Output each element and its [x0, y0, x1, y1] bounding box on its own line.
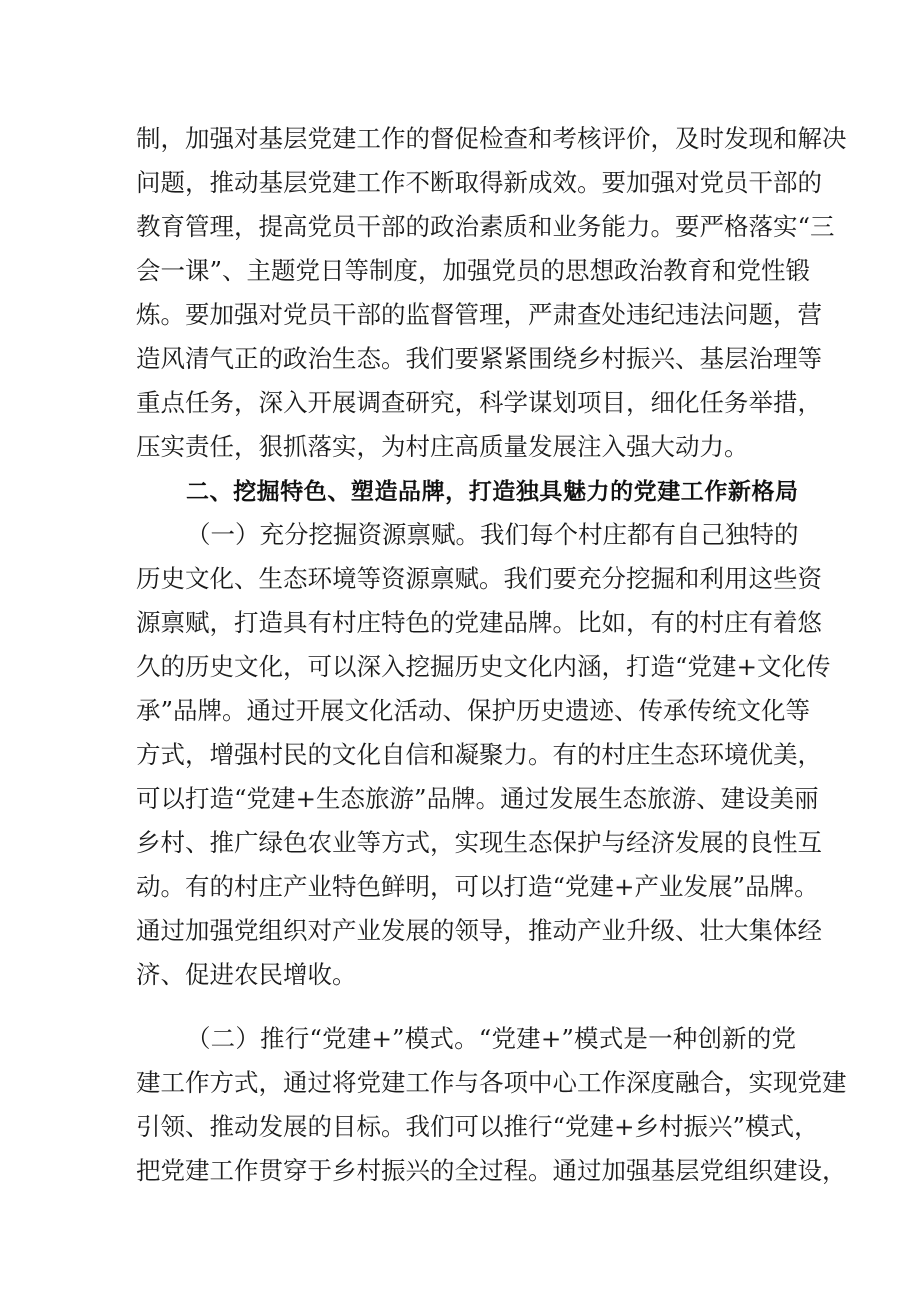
section-heading: 二、挖掘特色、塑造品牌，打造独具魅力的党建工作新格局 — [186, 479, 798, 505]
text-line: （一）充分挖掘资源禀赋。我们每个村庄都有自己独特的 — [186, 520, 799, 549]
text-line: 历史文化、生态环境等资源禀赋。我们要充分挖掘和利用这些资 — [136, 564, 822, 593]
text-line: 建工作方式，通过将党建工作与各项中心工作深度融合，实现党建 — [136, 1068, 847, 1097]
text-line: （二）推行“党建+”模式。“党建+”模式是一种创新的党 — [186, 1024, 796, 1053]
text-line: 可以打造“党建+生态旅游”品牌。通过发展生态旅游、建设美丽 — [136, 784, 819, 813]
text-line: 动。有的村庄产业特色鲜明，可以打造“党建+产业发展”品牌。 — [136, 872, 819, 901]
text-line: 济、促进农民增收。 — [136, 960, 357, 989]
text-line: 源禀赋，打造具有村庄特色的党建品牌。比如，有的村庄有着悠 — [136, 608, 822, 637]
text-line: 把党建工作贯穿于乡村振兴的全过程。通过加强基层党组织建设， — [136, 1156, 847, 1185]
text-line: 乡村、推广绿色农业等方式，实现生态保护与经济发展的良性互 — [136, 828, 822, 857]
text-line: 压实责任，狠抓落实，为村庄高质量发展注入强大动力。 — [136, 432, 749, 461]
text-line: 方式，增强村民的文化自信和凝聚力。有的村庄生态环境优美， — [136, 740, 822, 769]
text-line: 久的历史文化，可以深入挖掘历史文化内涵，打造“党建+文化传 — [136, 652, 831, 681]
text-line: 炼。要加强对党员干部的监督管理，严肃查处违纪违法问题，营 — [136, 300, 822, 329]
text-line: 制，加强对基层党建工作的督促检查和考核评价，及时发现和解决 — [136, 124, 847, 153]
text-line: 通过加强党组织对产业发展的领导，推动产业升级、壮大集体经 — [136, 916, 822, 945]
text-line: 造风清气正的政治生态。我们要紧紧围绕乡村振兴、基层治理等 — [136, 344, 822, 373]
text-line: 承”品牌。通过开展文化活动、保护历史遗迹、传承传统文化等 — [136, 696, 811, 725]
text-line: 重点任务，深入开展调查研究，科学谋划项目，细化任务举措， — [136, 388, 822, 417]
text-line: 引领、推动发展的目标。我们可以推行“党建+乡村振兴”模式， — [136, 1112, 819, 1141]
text-line: 教育管理，提高党员干部的政治素质和业务能力。要严格落实“三 — [136, 212, 835, 241]
text-line: 问题，推动基层党建工作不断取得新成效。要加强对党员干部的 — [136, 168, 822, 197]
text-line: 会一课”、主题党日等制度，加强党员的思想政治教育和党性锻 — [136, 256, 811, 285]
